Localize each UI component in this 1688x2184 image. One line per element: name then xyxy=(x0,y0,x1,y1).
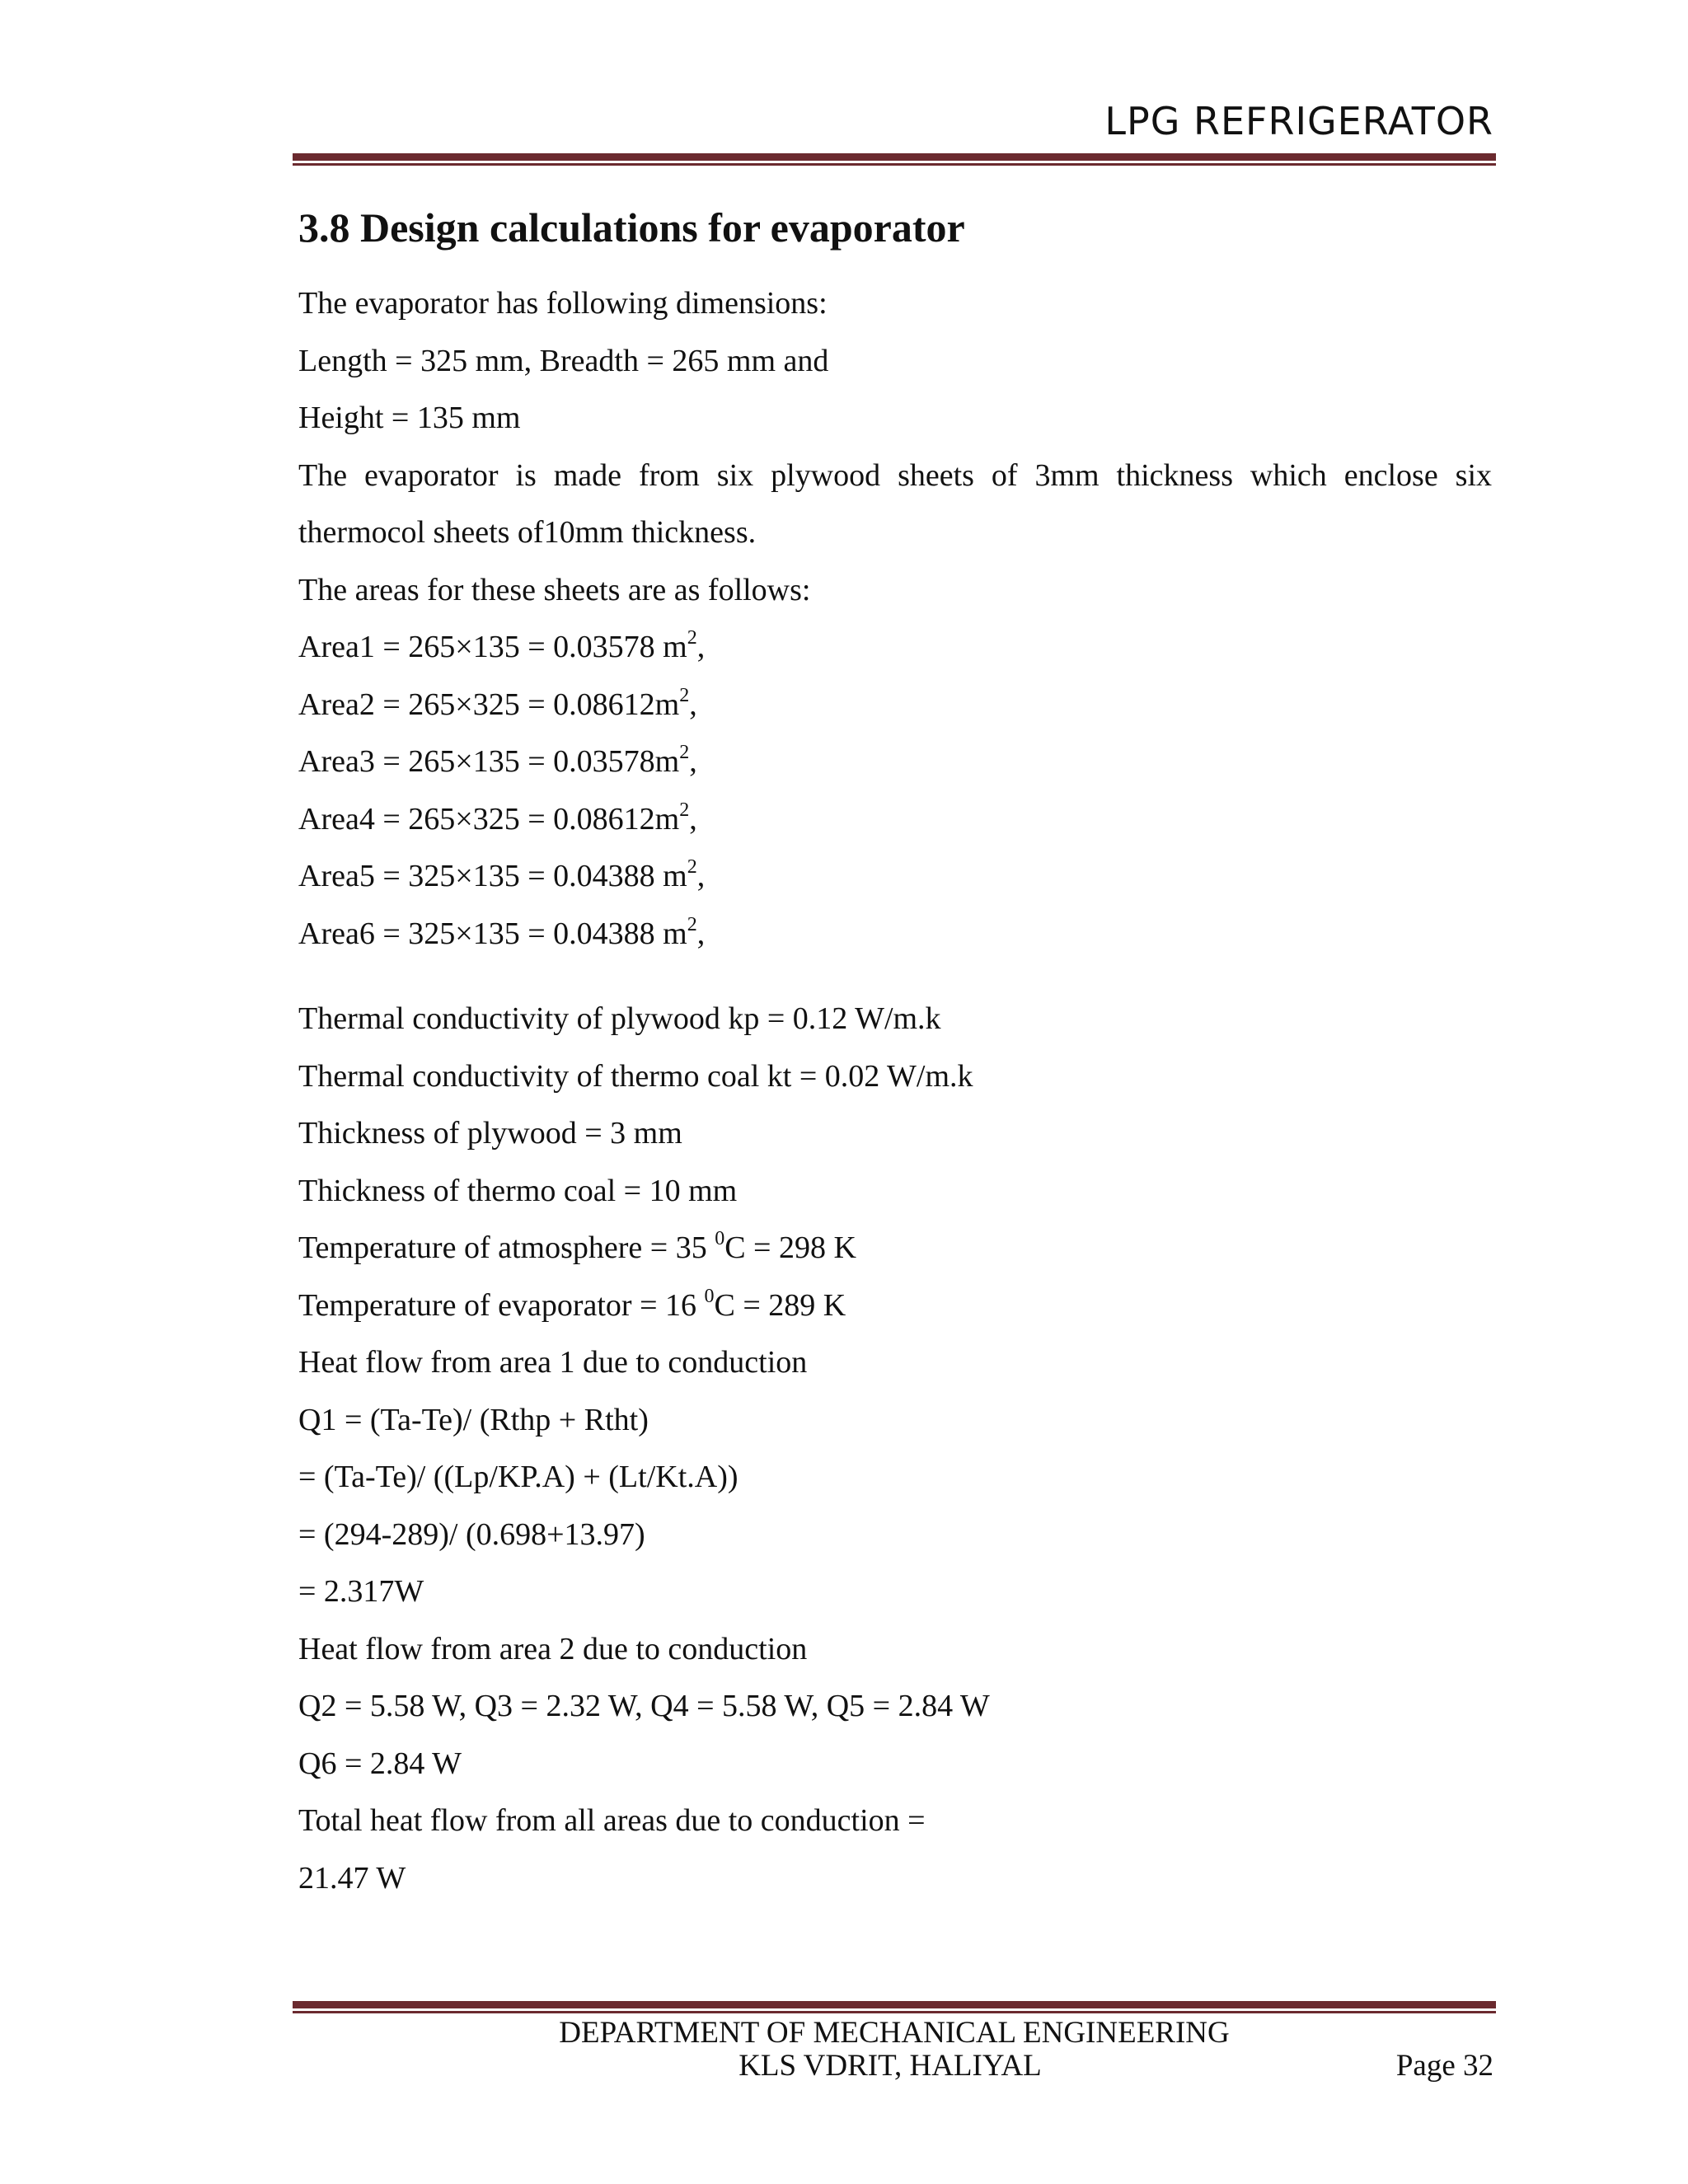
temperature-atmosphere: Temperature of atmosphere = 35 $^0$C = 298 K xyxy=(298,1228,856,1265)
calc-line: = 2.317W xyxy=(298,1574,424,1609)
property-line: Thermal conductivity of thermo coal kt = 0.02 W/m.k xyxy=(298,1058,973,1094)
area-line: Area1 = 265×135 = 0.03578 $m^2$, xyxy=(298,627,706,664)
material-paragraph: The evaporator is made from six plywood sheets of 3mm thickness which enclose six thermocol sheets of10mm thickness. xyxy=(298,457,1492,550)
footer-college: KLS VDRIT, HALIYAL xyxy=(738,2049,1042,2083)
header-divider xyxy=(293,153,1496,166)
property-line: Thickness of plywood = 3 mm xyxy=(298,1116,682,1151)
areas-intro: The areas for these sheets are as follows: xyxy=(298,572,811,607)
footer-divider xyxy=(293,2001,1496,2013)
property-line: Thermal conductivity of plywood kp = 0.12 W/m.k xyxy=(298,1001,941,1036)
calc-line: Q1 = (Ta-Te)/ (Rthp + Rtht) xyxy=(298,1402,649,1437)
footer-department: DEPARTMENT OF MECHANICAL ENGINEERING xyxy=(559,2016,1230,2050)
calc-line: Q6 = 2.84 W xyxy=(298,1746,462,1781)
calc-line: Q2 = 5.58 W, Q3 = 2.32 W, Q4 = 5.58 W, Q5 = 2.84 W xyxy=(298,1689,990,1723)
dimensions-line-1: Length = 325 mm, Breadth = 265 mm and xyxy=(298,343,829,378)
block-spacer xyxy=(298,963,1492,991)
page-body xyxy=(298,198,1492,1907)
calc-line: 21.47 W xyxy=(298,1860,406,1896)
intro-text: The evaporator has following dimensions: xyxy=(298,286,828,321)
calc-line: = (Ta-Te)/ ((Lp/KP.A) + (Lt/Kt.A)) xyxy=(298,1460,738,1494)
dimensions-line-2: Height = 135 mm xyxy=(298,401,521,435)
calc-line: Total heat flow from all areas due to conduction = xyxy=(298,1803,926,1838)
page-number: Page 32 xyxy=(1395,2049,1493,2083)
temperature-evaporator: Temperature of evaporator = 16 $^0$C = 289 K xyxy=(298,1285,846,1323)
calc-line: Heat flow from area 1 due to conduction xyxy=(298,1345,808,1380)
area-line: Area5 = 325×135 = 0.04388 $m^2$, xyxy=(298,856,706,893)
property-line: Thickness of thermo coal = 10 mm xyxy=(298,1173,738,1208)
area-line: Area4 = $265\times 325 = 0.08612m^2$, xyxy=(298,799,697,837)
calc-line: Heat flow from area 2 due to conduction xyxy=(298,1631,808,1666)
area-line: Area6 = 325×135 = 0.04388 $m^2$, xyxy=(298,913,706,951)
calc-line: = (294-289)/ (0.698+13.97) xyxy=(298,1516,645,1552)
area-line: Area3 = $265\times 135 = 0.03578m^2$, xyxy=(298,742,697,779)
area-line: Area2 = $265\times 325 = 0.08612m^2$, xyxy=(298,684,697,722)
running-header: LPG REFRIGERATOR xyxy=(1104,99,1493,143)
section-heading: 3.8 Design calculations for evaporator xyxy=(298,204,965,251)
